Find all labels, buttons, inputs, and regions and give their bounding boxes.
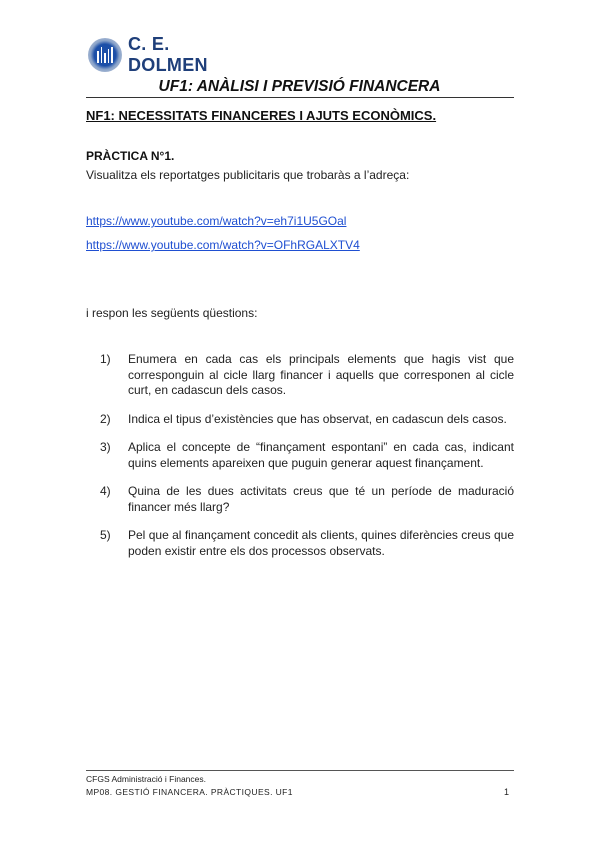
video-link-2[interactable]: https://www.youtube.com/watch?v=OFhRGALXTV4 xyxy=(86,238,360,252)
question-text: Pel que al finançament concedit als clients, quines diferències creus que poden existir entre els dos processos observats. xyxy=(128,528,514,558)
page-number: 1 xyxy=(504,787,510,797)
question-text: Aplica el concepte de “finançament espontani” en cada cas, indicant quins elements apareixen que puguin generar aquest finançament. xyxy=(128,440,514,470)
practice-heading: PRÀCTICA N°1. xyxy=(86,149,175,163)
logo-text: C. E. DOLMEN xyxy=(128,34,208,75)
video-link-1[interactable]: https://www.youtube.com/watch?v=eh7i1U5GOal xyxy=(86,214,347,228)
question-item xyxy=(100,440,514,471)
footer-course: CFGS Administració i Finances. xyxy=(86,774,206,784)
question-number: 5) xyxy=(100,528,111,542)
question-number: 3) xyxy=(100,440,111,454)
question-item xyxy=(100,484,514,515)
question-item xyxy=(100,412,514,428)
question-number: 2) xyxy=(100,411,111,426)
question-text: Quina de les dues activitats creus que té un període de maduració financer més llarg? xyxy=(128,484,514,514)
title-divider xyxy=(86,97,514,98)
footer-module: MP08. GESTIÓ FINANCERA. PRÀCTIQUES. UF1 xyxy=(86,787,293,797)
document-subtitle: NF1: NECESSITATS FINANCERES I AJUTS ECONÒMICS. xyxy=(86,108,437,123)
school-logo xyxy=(88,34,248,75)
questions-list xyxy=(100,352,514,572)
question-item xyxy=(100,528,514,559)
document-title: UF1: ANÀLISI I PREVISIÓ FINANCERA xyxy=(158,78,441,95)
questions-lead: i respon les següents qüestions: xyxy=(86,306,258,320)
footer-divider xyxy=(86,770,514,771)
question-number: 4) xyxy=(100,484,111,498)
question-number: 1) xyxy=(100,352,111,366)
question-text: Indica el tipus d’existències que has observat, en cadascun dels casos. xyxy=(128,411,507,426)
practice-intro: Visualitza els reportatges publicitaris que trobaràs a l’adreça: xyxy=(86,168,410,182)
question-item xyxy=(100,352,514,399)
logo-emblem-icon xyxy=(88,38,122,72)
question-text: Enumera en cada cas els principals elements que hagis vist que corresponguin al cicle llarg financer i aquells que corresponen al cicle curt, en cadascun dels casos. xyxy=(128,352,514,397)
